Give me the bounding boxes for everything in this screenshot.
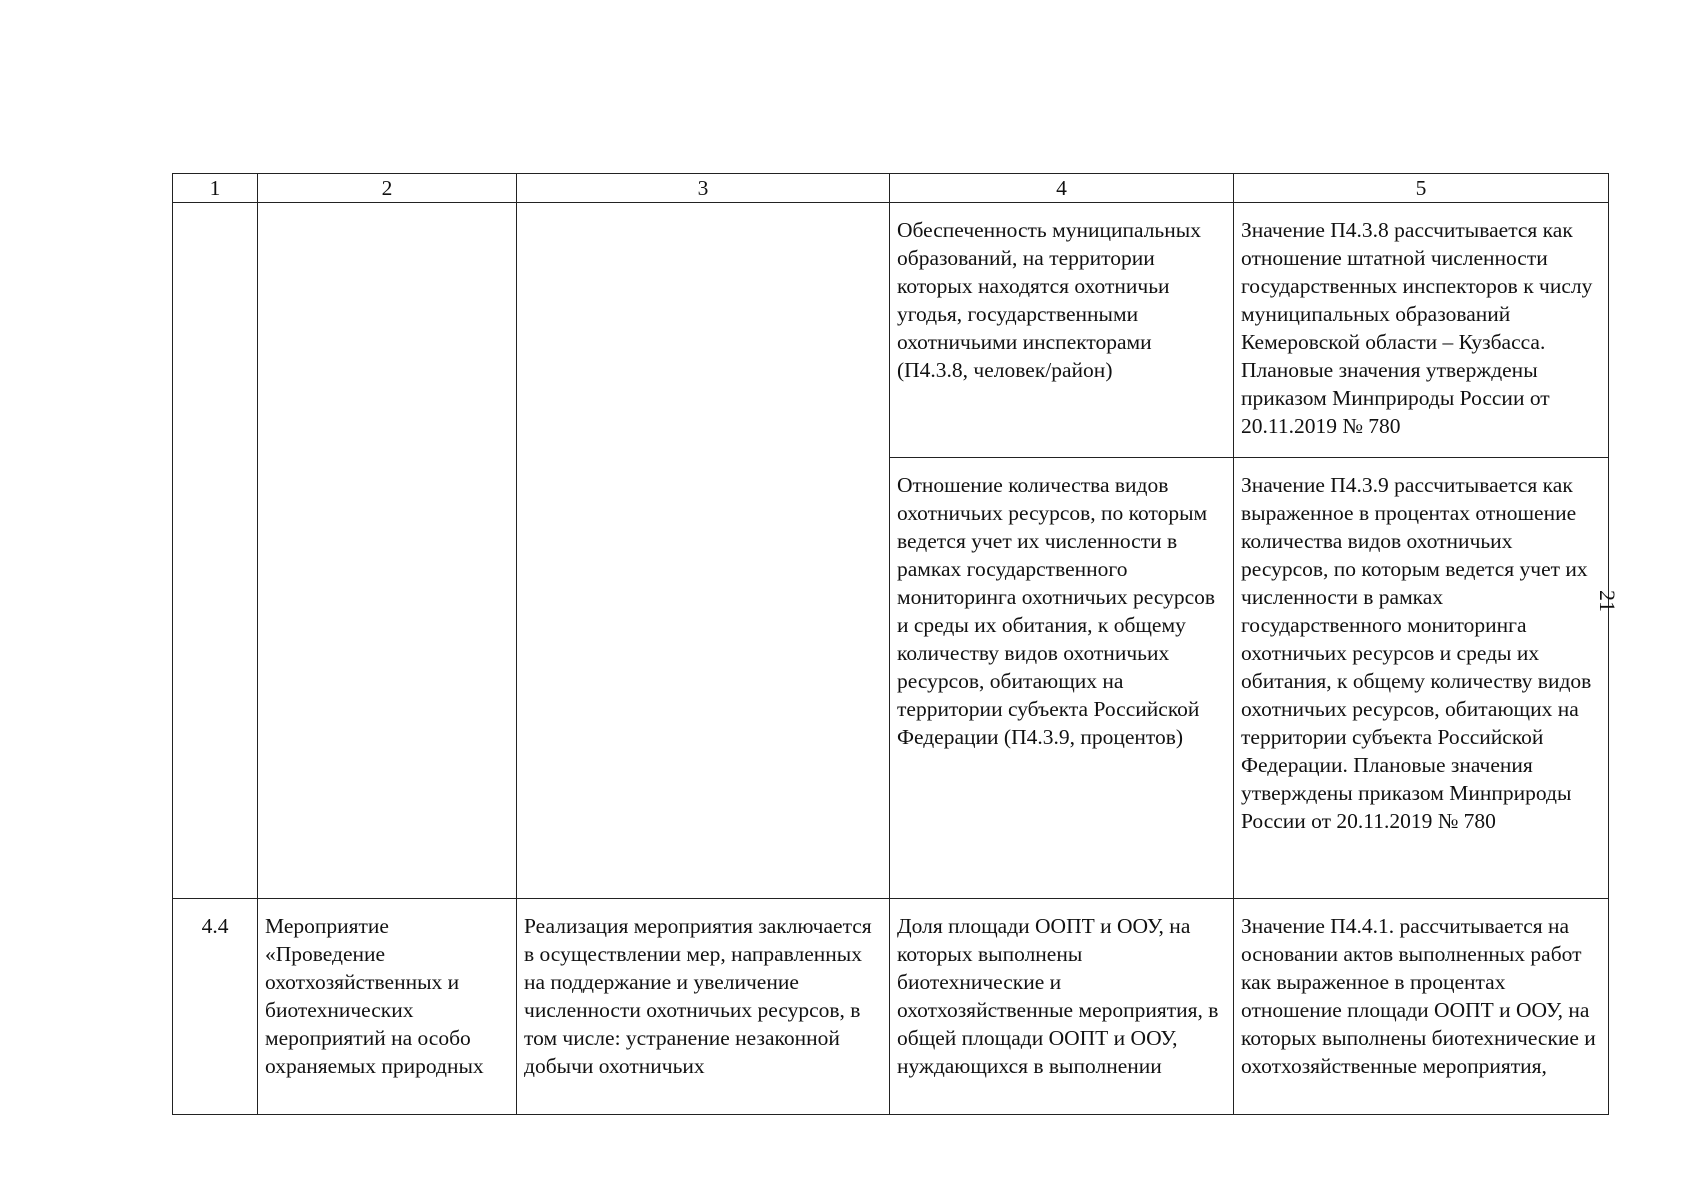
indicator-cell: Обеспеченность муниципальных образований, на территории которых находятся охотничьи угодья, государственными охотничьими инспекторами (П4.3.8, человек/район) bbox=[890, 203, 1234, 458]
header-cell-1: 1 bbox=[173, 174, 258, 203]
main-table bbox=[172, 173, 1609, 1115]
header-cell-2: 2 bbox=[258, 174, 517, 203]
table-row bbox=[173, 899, 1609, 1115]
indicator-cell: Отношение количества видов охотничьих ресурсов, по которым ведется учет их численности в рамках государственного мониторинга охотничьих ресурсов и среды их обитания, к общему количеству видов охотничьих ресурсов, обитающих на территории субъекта Российской Федерации (П4.3.9, процентов) bbox=[890, 458, 1234, 899]
row-number-cell: 4.4 bbox=[173, 899, 258, 1115]
event-name-cell bbox=[258, 203, 517, 899]
table-header-row bbox=[173, 174, 1609, 203]
event-name-cell: Мероприятие «Проведение охотхозяйственных и биотехнических мероприятий на особо охраняемых природных bbox=[258, 899, 517, 1115]
row-number-cell bbox=[173, 203, 258, 899]
calculation-cell: Значение П4.3.9 рассчитывается как выраженное в процентах отношение количества видов охотничьих ресурсов, по которым ведется учет их численности в рамках государственного мониторинга охотничьих ресурсов и среды их обитания, к общему количеству видов охотничьих ресурсов, обитающих на территории субъекта Российской Федерации. Плановые значения утверждены приказом Минприроды России от 20.11.2019 № 780 bbox=[1234, 458, 1609, 899]
header-cell-4: 4 bbox=[890, 174, 1234, 203]
indicator-cell: Доля площади ООПТ и ООУ, на которых выполнены биотехнические и охотхозяйственные мероприятия, в общей площади ООПТ и ООУ, нуждающихся в выполнении bbox=[890, 899, 1234, 1115]
page-number: 21 bbox=[1595, 590, 1620, 612]
calculation-cell: Значение П4.3.8 рассчитывается как отношение штатной численности государственных инспекторов к числу муниципальных образований Кемеровской области – Кузбасса. Плановые значения утверждены приказом Минприроды России от 20.11.2019 № 780 bbox=[1234, 203, 1609, 458]
table-row bbox=[173, 203, 1609, 458]
calculation-cell: Значение П4.4.1. рассчитывается на основании актов выполненных работ как выраженное в процентах отношение площади ООПТ и ООУ, на которых выполнены биотехнические и охотхозяйственные мероприятия, bbox=[1234, 899, 1609, 1115]
header-cell-3: 3 bbox=[517, 174, 890, 203]
header-cell-5: 5 bbox=[1234, 174, 1609, 203]
event-description-cell: Реализация мероприятия заключается в осуществлении мер, направленных на поддержание и увеличение численности охотничьих ресурсов, в том числе: устранение незаконной добычи охотничьих bbox=[517, 899, 890, 1115]
event-description-cell bbox=[517, 203, 890, 899]
